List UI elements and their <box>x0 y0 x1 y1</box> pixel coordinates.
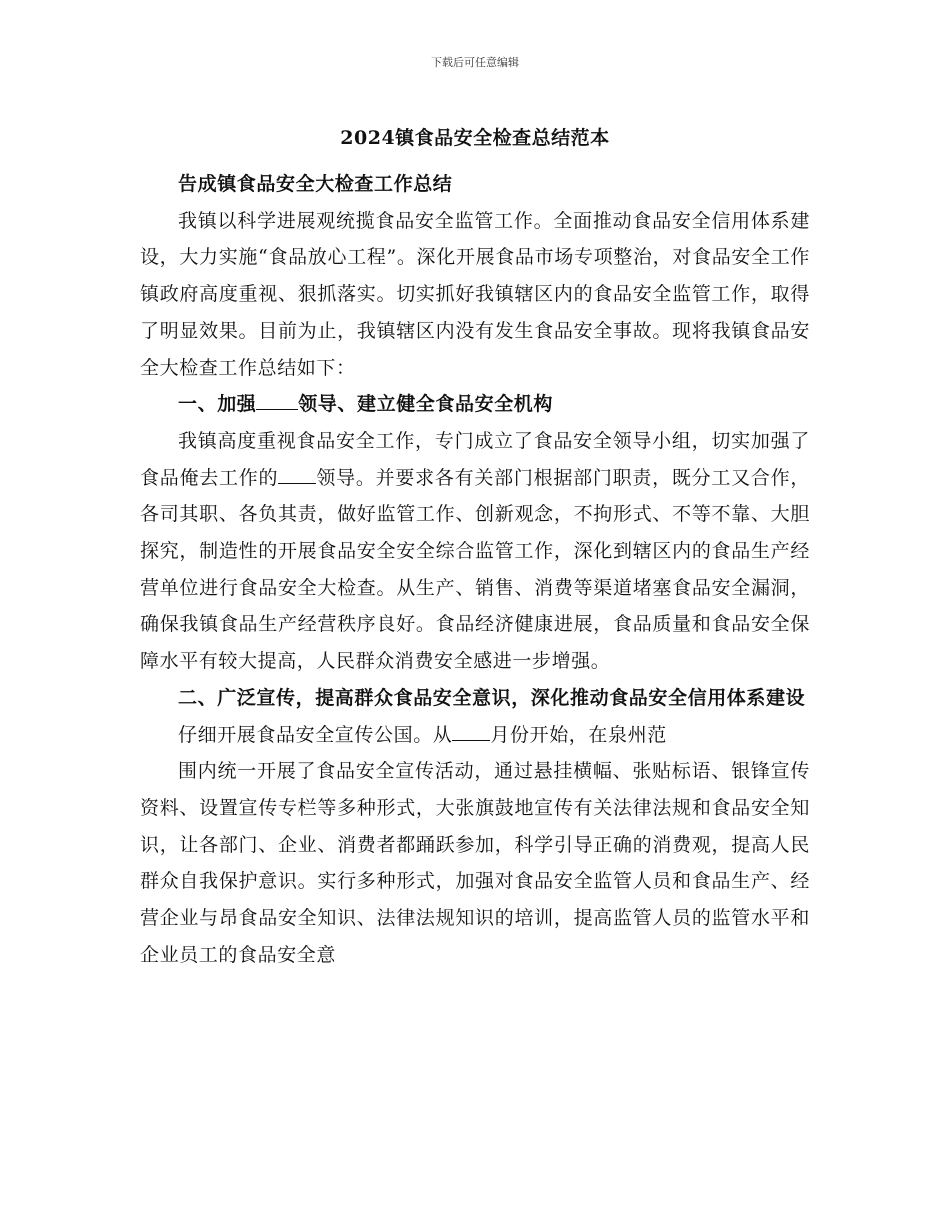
section-heading-2: 二、广泛宣传，提高群众食品安全意识，深化推动食品安全信用体系建设 <box>178 686 806 709</box>
section-heading-1 <box>140 386 810 423</box>
fill-blank <box>452 721 490 741</box>
paragraph-section-2a <box>140 717 810 754</box>
heading1-part-1: 一、加强 <box>178 393 257 416</box>
para3-part-1: 仔细开展食品安全宣传公国。从 <box>178 723 453 746</box>
para3-part-2: 月份开始，在泉州范 <box>490 723 667 746</box>
paragraph-section-1 <box>140 423 810 680</box>
paragraph-intro: 我镇以科学进展观统揽食品安全监管工作。全面推动食品安全信用体系建设，大力实施“食品放心工程”。深化开展食品市场专项整治，对食品安全工作镇政府高度重视、狠抓落实。切实抓好我镇辖区内的食品安全监管工作，取得了明显效果。目前为止，我镇辖区内没有发生食品安全事故。现将我镇食品安全大检查工作总结如下： <box>140 209 810 379</box>
para2-part-2: 领导。并要求各有关部门根据部门职责，既分工又合作，各司其职、各负其责，做好监管工作、创新观念，不拘形式、不等不靠、大胆探究，制造性的开展食品安全安全综合监管工作，深化到辖区内的食品生产经营单位进行食品安全大检查。从生产、销售、消费等渠道堵塞食品安全漏洞，确保我镇食品生产经营秩序良好。食品经济健康进展，食品质量和食品安全保障水平有较大提高，人民群众消费安全感进一步增强。 <box>140 466 810 673</box>
fill-blank <box>256 390 298 410</box>
page-header-note: 下载后可任意编辑 <box>431 56 519 69</box>
document-body <box>140 122 810 973</box>
heading1-part-2: 领导、建立健全食品安全机构 <box>298 393 554 416</box>
subtitle: 告成镇食品安全大检查工作总结 <box>178 173 453 195</box>
fill-blank <box>278 464 316 484</box>
document-title: 2024镇食品安全检查总结范本 <box>340 127 610 149</box>
para2-part-1: 我镇高度重视食品安全工作，专门成立了食品安全领导小组，切实加强了食品俺去工作的 <box>140 429 810 489</box>
paragraph-section-2b: 围内统一开展了食品安全宣传活动，通过悬挂横幅、张贴标语、银锋宣传资料、设置宣传专栏等多种形式，大张旗鼓地宣传有关法律法规和食品安全知识，让各部门、企业、消费者都踊跃参加，科学引导正确的消费观，提高人民群众自我保护意识。实行多种形式，加强对食品安全监管人员和食品生产、经营企业与昂食品安全知识、法律法规知识的培训，提高监管人员的监管水平和企业员工的食品安全意 <box>140 760 810 966</box>
